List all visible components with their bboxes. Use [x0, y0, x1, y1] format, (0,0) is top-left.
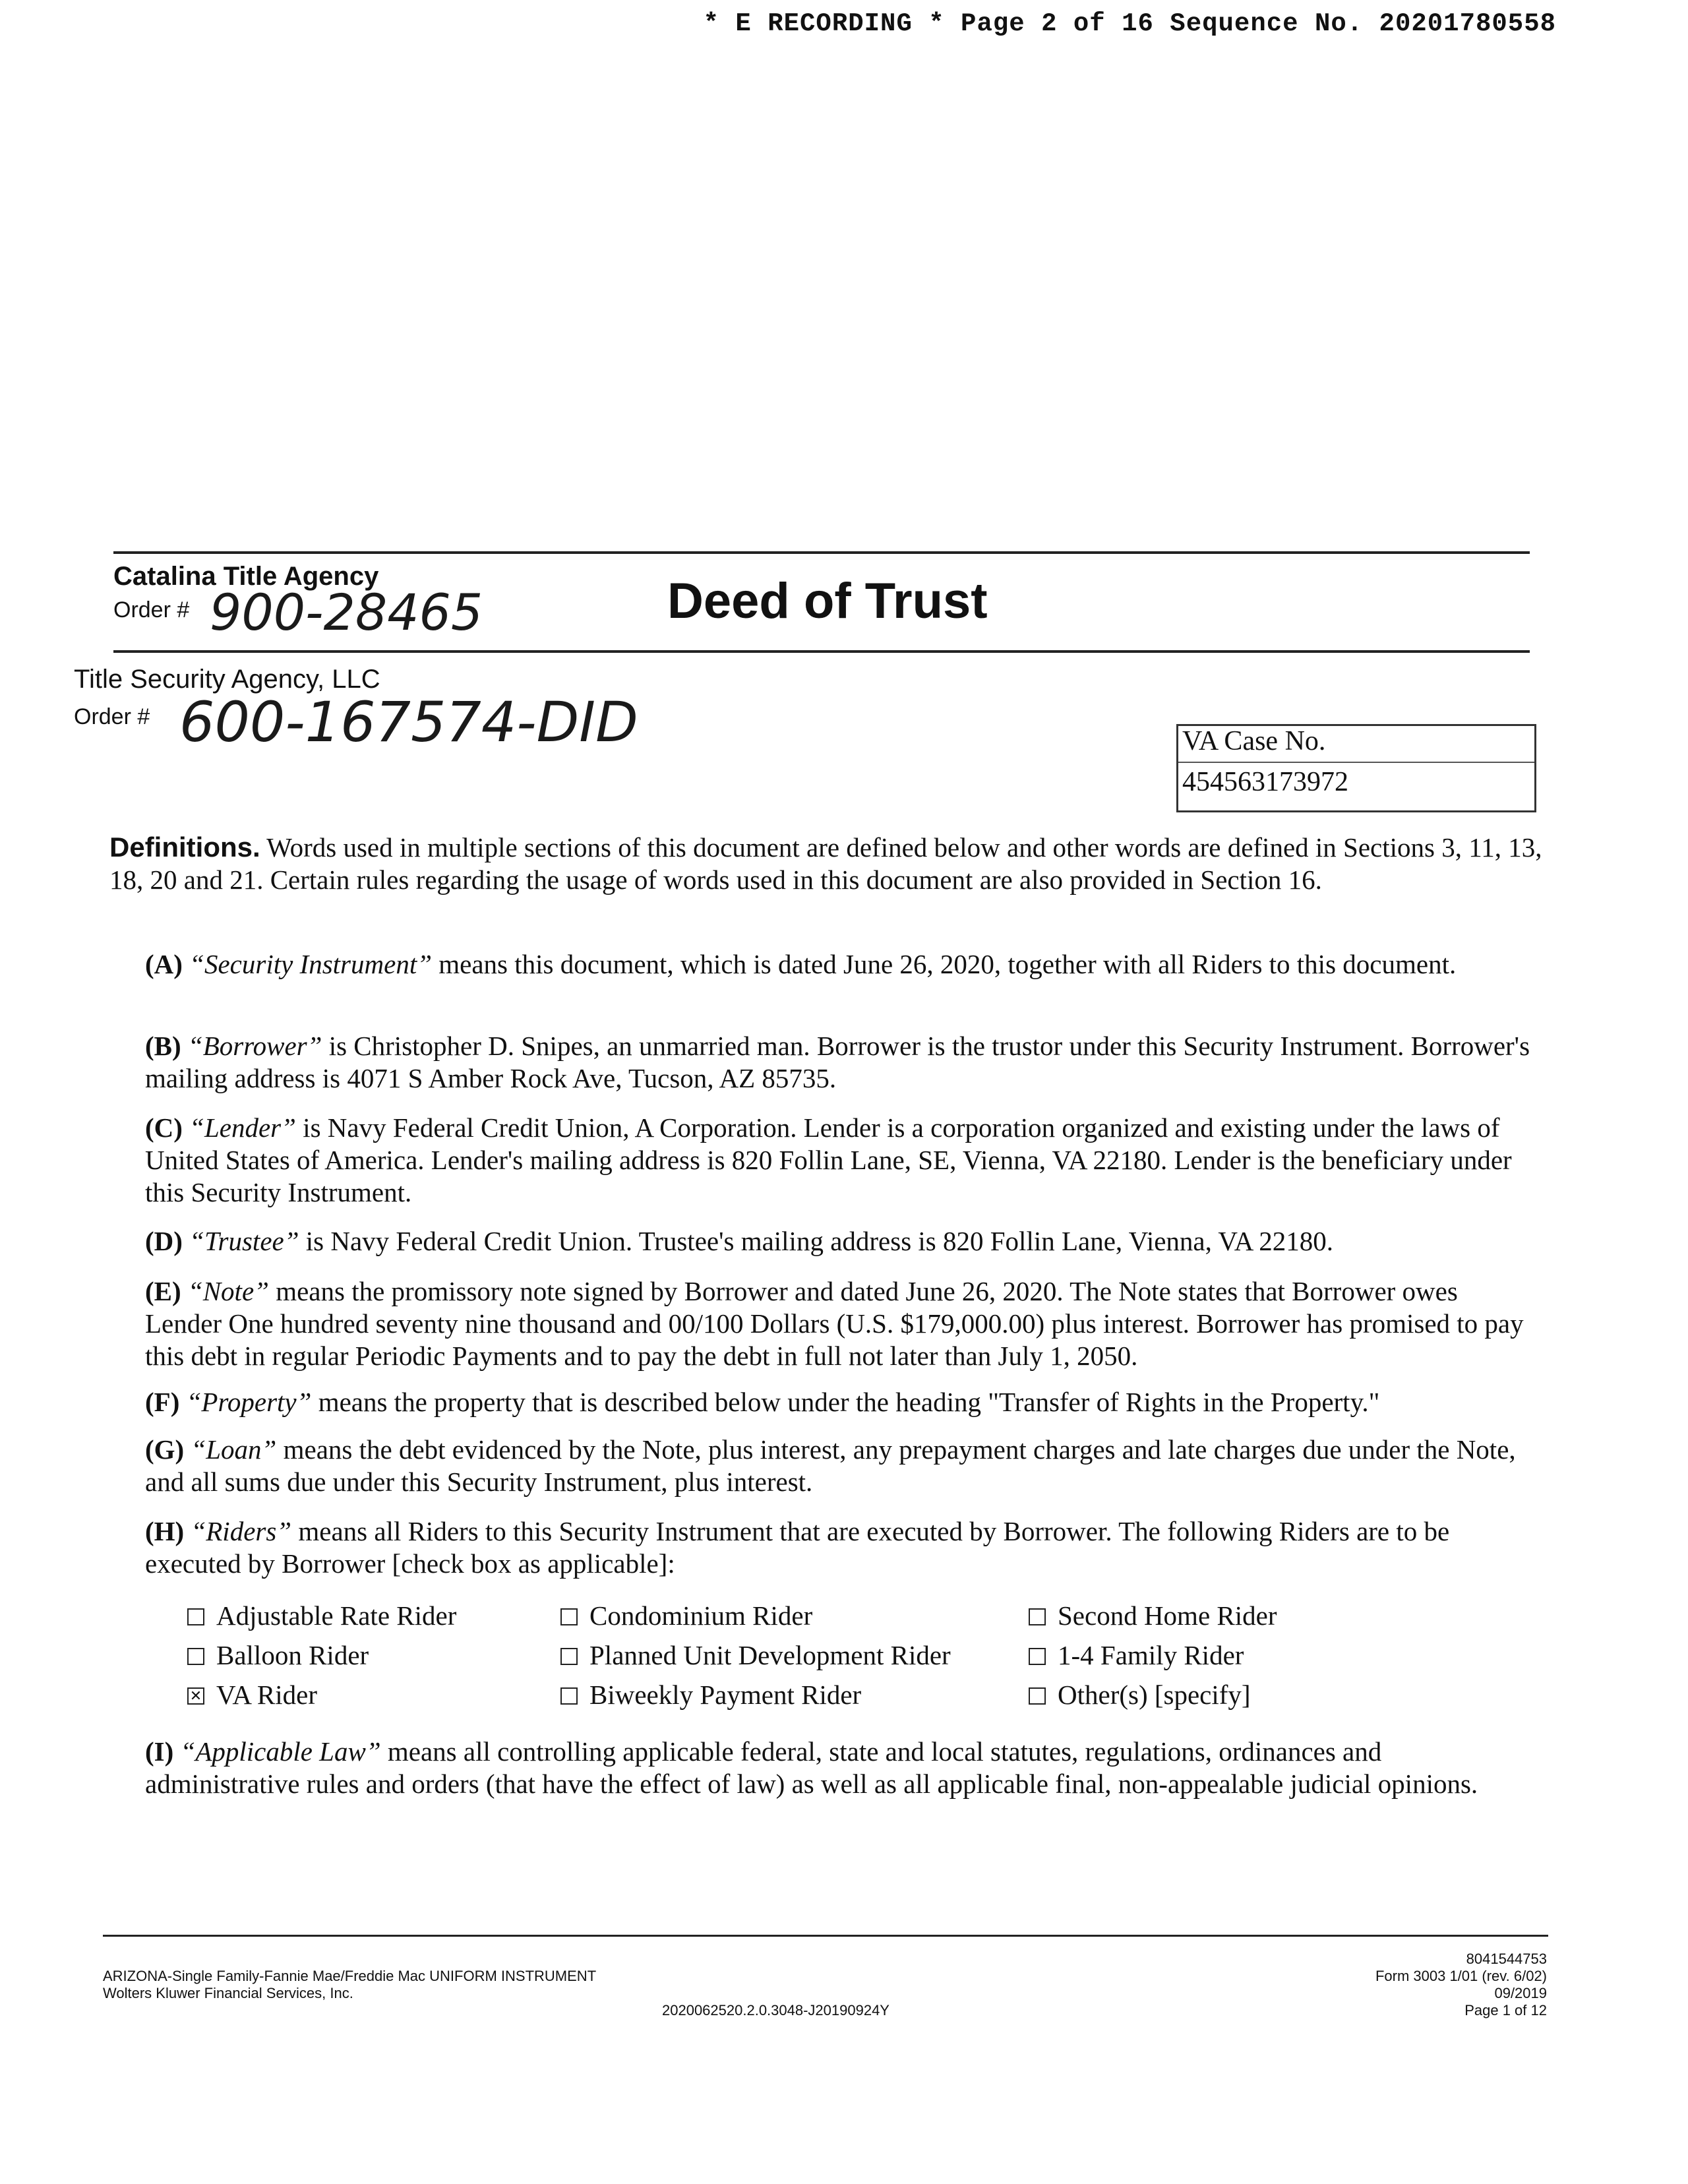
riders-checklist — [187, 1596, 1348, 1714]
definition-letter: (E) — [145, 1276, 181, 1306]
rider-option — [560, 1596, 1029, 1635]
rider-checkbox[interactable] — [560, 1648, 578, 1665]
definition-letter: (I) — [145, 1736, 174, 1767]
definition-a — [145, 948, 1536, 981]
definition-i — [145, 1736, 1536, 1800]
page-title: Deed of Trust — [667, 573, 988, 629]
agency2-order-number: 600-167574-DID — [179, 690, 638, 754]
definition-text: is Christopher D. Snipes, an unmarried man. Borrower is the trustor under this Security Instrument. Borrower's mailing address is 4071 S Amber Rock Ave, Tucson, AZ 85735. — [145, 1031, 1530, 1093]
rider-checkbox[interactable] — [560, 1608, 578, 1625]
footer-page: Page 1 of 12 — [1464, 2002, 1547, 2018]
definition-text: means the debt evidenced by the Note, plus interest, any prepayment charges and late charges due under the Note, and all sums due under this Security Instrument, plus interest. — [145, 1434, 1516, 1497]
agency2-order-label: Order # — [74, 704, 150, 729]
footer-form-date: 09/2019 — [1494, 1985, 1547, 2001]
definitions-intro-text: Words used in multiple sections of this document are defined below and other words are defined in Sections 3, 11, 13, 18, 20 and 21. Certain rules regarding the usage of words used in this document are also provided in Section 16. — [109, 832, 1542, 895]
definition-term: “Trustee” — [189, 1226, 299, 1256]
definition-text: is Navy Federal Credit Union. Trustee's mailing address is 820 Follin Lane, Vienna, VA 22180. — [299, 1226, 1334, 1256]
footer-form-line1: ARIZONA-Single Family-Fannie Mae/Freddie Mac UNIFORM INSTRUMENT — [103, 1968, 597, 1984]
definition-letter: (H) — [145, 1516, 185, 1546]
rider-option — [187, 1635, 560, 1675]
definition-h — [145, 1515, 1536, 1580]
rider-option — [1029, 1675, 1277, 1714]
definition-letter: (C) — [145, 1112, 183, 1143]
top-rule — [113, 551, 1530, 554]
rider-label: Adjustable Rate Rider — [216, 1600, 457, 1631]
rider-checkbox[interactable] — [1029, 1608, 1046, 1625]
definition-f — [145, 1386, 1536, 1418]
footer-center-code: 2020062520.2.0.3048-J20190924Y — [662, 2002, 889, 2018]
rider-label: VA Rider — [216, 1680, 318, 1710]
va-case-number: 454563173972 — [1178, 762, 1534, 797]
definition-term: “Borrower” — [187, 1031, 322, 1061]
definition-letter: (A) — [145, 949, 183, 979]
definition-g — [145, 1434, 1536, 1498]
rider-label: Balloon Rider — [216, 1640, 369, 1670]
definition-text: means the property that is described below under the heading "Transfer of Rights in the Property." — [311, 1387, 1380, 1417]
rider-label: Second Home Rider — [1058, 1600, 1277, 1631]
definition-letter: (F) — [145, 1387, 180, 1417]
rider-label: Biweekly Payment Rider — [589, 1680, 862, 1710]
footer-rule — [103, 1935, 1548, 1937]
definition-term: “Loan” — [191, 1434, 277, 1465]
rider-option — [1029, 1596, 1277, 1635]
rider-checkbox[interactable] — [1029, 1648, 1046, 1665]
definition-term: “Lender” — [189, 1112, 296, 1143]
footer-form-number: Form 3003 1/01 (rev. 6/02) — [1375, 1968, 1547, 1984]
definitions-heading: Definitions. — [109, 832, 260, 863]
definition-letter: (G) — [145, 1434, 185, 1465]
rider-checkbox[interactable] — [187, 1608, 204, 1625]
definition-term: “Note” — [187, 1276, 269, 1306]
definition-letter: (B) — [145, 1031, 181, 1061]
definition-text: is Navy Federal Credit Union, A Corporation. Lender is a corporation organized and existing under the laws of United States of America. Lender's mailing address is 820 Follin Lane, SE, Vienna, VA 22180. Lender is the beneficiary under this Security Instrument. — [145, 1112, 1512, 1207]
rider-option — [560, 1635, 1029, 1675]
agency1-order-label: Order # — [113, 597, 190, 622]
footer-loan-number: 8041544753 — [1466, 1951, 1547, 1967]
recording-header: * E RECORDING * Page 2 of 16 Sequence No. 20201780558 — [703, 9, 1556, 38]
rider-option — [1029, 1635, 1277, 1675]
agency1-name: Catalina Title Agency — [113, 562, 379, 591]
va-case-box — [1176, 724, 1536, 812]
rider-checkbox[interactable] — [560, 1687, 578, 1705]
definition-letter: (D) — [145, 1226, 183, 1256]
definition-text: means all Riders to this Security Instrument that are executed by Borrower. The following Riders are to be executed by Borrower [check box as applicable]: — [145, 1516, 1450, 1579]
rider-option — [187, 1596, 560, 1635]
rider-label: Planned Unit Development Rider — [589, 1640, 951, 1670]
definition-c — [145, 1112, 1536, 1209]
agency2-name: Title Security Agency, LLC — [74, 665, 380, 694]
va-case-label: VA Case No. — [1182, 726, 1326, 756]
definition-term: “Property” — [186, 1387, 312, 1417]
definition-term: “Riders” — [191, 1516, 292, 1546]
definition-d — [145, 1225, 1536, 1258]
definition-term: “Applicable Law” — [180, 1736, 381, 1767]
footer-right — [1375, 1951, 1547, 2019]
definition-e — [145, 1275, 1536, 1372]
definitions-intro — [109, 831, 1547, 896]
rider-option — [187, 1675, 560, 1714]
rider-label: 1-4 Family Rider — [1058, 1640, 1244, 1670]
rider-label: Other(s) [specify] — [1058, 1680, 1251, 1710]
footer-left — [103, 1968, 596, 2002]
definition-term: “Security Instrument” — [189, 949, 433, 979]
rider-checkbox[interactable] — [187, 1648, 204, 1665]
definition-text: means this document, which is dated June 26, 2020, together with all Riders to this document. — [432, 949, 1457, 979]
footer-form-line2: Wolters Kluwer Financial Services, Inc. — [103, 1985, 353, 2001]
definition-text: means all controlling applicable federal, state and local statutes, regulations, ordinances and administrative rules and orders (that have the effect of law) as well as all applicable final, non-appealable judicial opinions. — [145, 1736, 1478, 1799]
definition-b — [145, 1030, 1536, 1095]
rider-checkbox[interactable]: ✕ — [187, 1687, 204, 1705]
rider-option — [560, 1675, 1029, 1714]
rider-label: Condominium Rider — [589, 1600, 813, 1631]
agency1-order-number: 900-28465 — [210, 583, 483, 642]
title-rule — [113, 650, 1530, 653]
definition-text: means the promissory note signed by Borrower and dated June 26, 2020. The Note states that Borrower owes Lender One hundred seventy nine thousand and 00/100 Dollars (U.S. $179,000.00) plus interest. Borrower has promised to pay this debt in regular Periodic Payments and to pay the debt in full not later than July 1, 2050. — [145, 1276, 1524, 1371]
rider-checkbox[interactable] — [1029, 1687, 1046, 1705]
